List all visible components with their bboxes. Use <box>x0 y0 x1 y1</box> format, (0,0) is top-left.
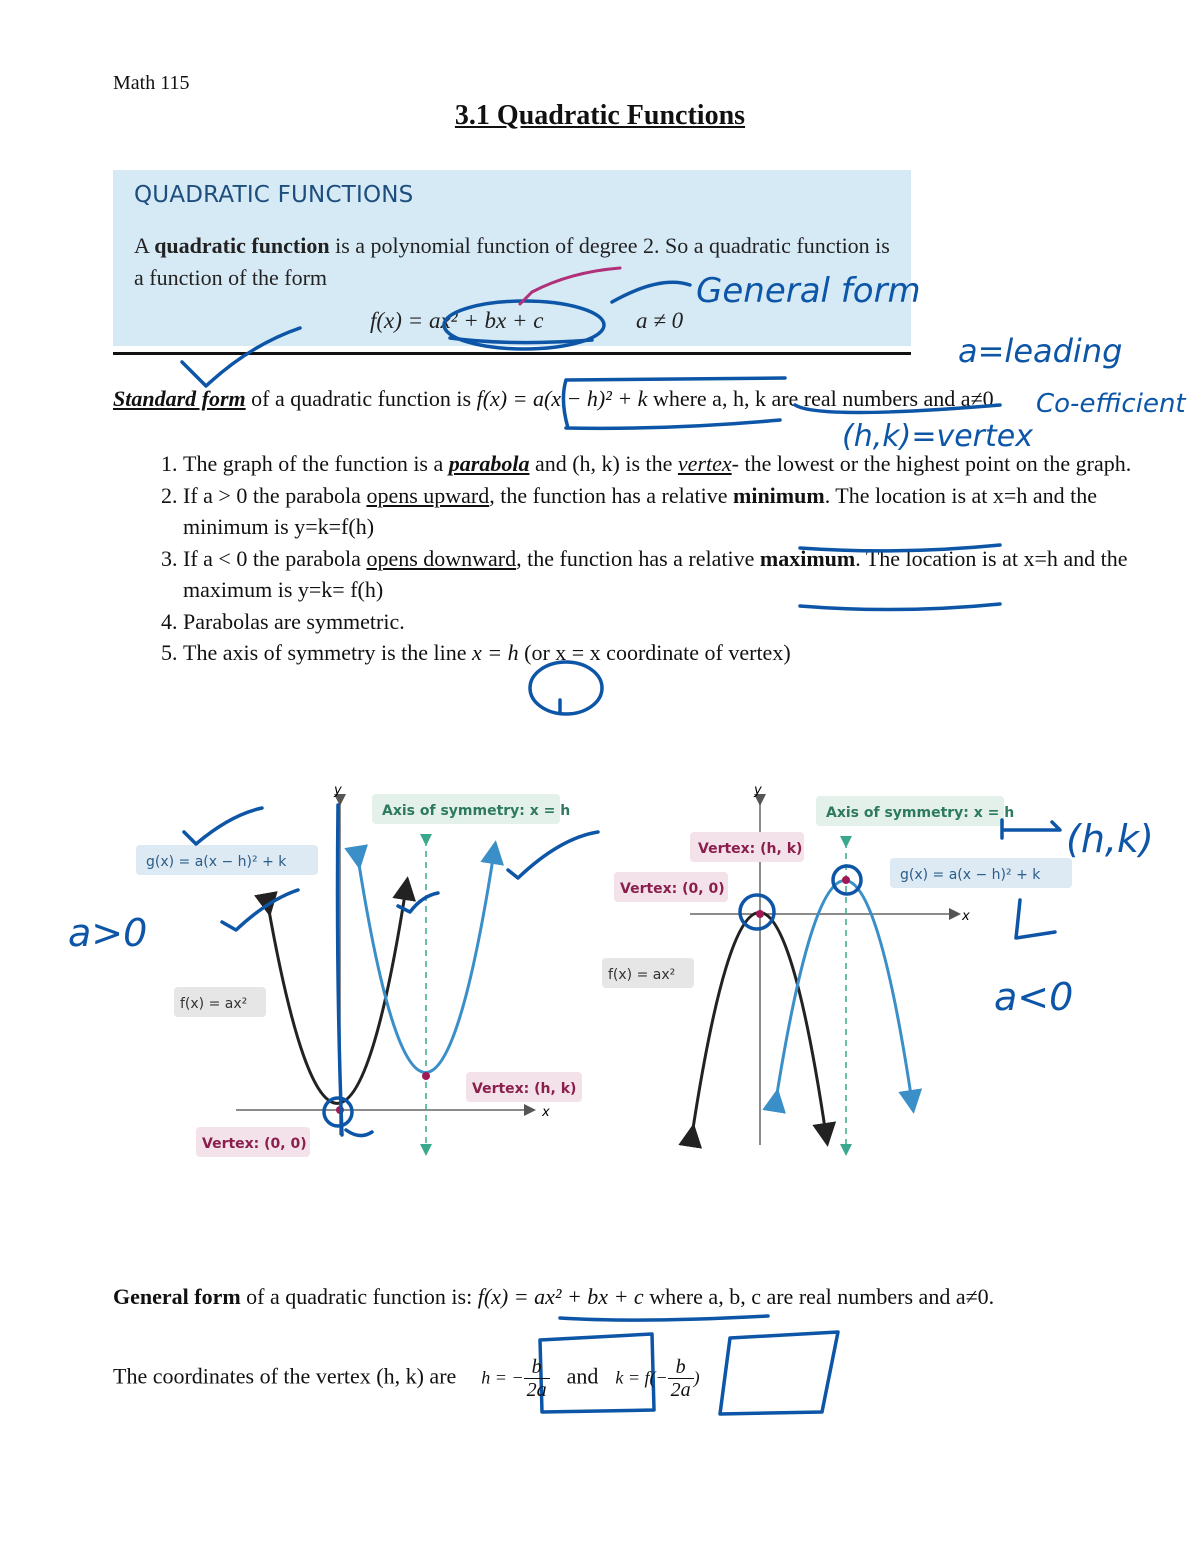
ink-box <box>563 378 785 428</box>
f-function-label: f(x) = ax² <box>180 996 248 1012</box>
definition-condition: a ≠ 0 <box>636 308 684 333</box>
list-item: 3. If a < 0 the parabola opens downward, the function has a relative maximum. The location is at x=h and the maximum is y=k= f(h) <box>183 543 1143 606</box>
vertex-dot <box>422 1072 430 1080</box>
k-fraction: $\frac{b}{2a}$ <box>668 1356 694 1401</box>
list-item: 4. Parabolas are symmetric. <box>183 606 1143 638</box>
vertex-origin-label: Vertex: (0, 0) <box>202 1136 307 1152</box>
x-axis-label: x <box>962 909 970 924</box>
vertex-hk-label: Vertex: (h, k) <box>698 841 803 857</box>
ink-box <box>720 1332 838 1414</box>
general-form-term: General form <box>113 1284 241 1309</box>
list-item: 2. If a > 0 the parabola opens upward, the function has a relative minimum. The location is at x=h and the minimum is y=k=f(h) <box>183 480 1143 543</box>
standard-form-formula: f(x) = a(x − h)² + k <box>476 386 648 411</box>
definition-term: quadratic function <box>154 233 330 258</box>
definition-formula: f(x) = ax² + bx + c <box>370 308 544 333</box>
vertex-coordinates: The coordinates of the vertex (h, k) are h = − $\frac{b}{2a}$ and k = f(− $\frac{b}{2a}$ ) <box>113 1356 700 1401</box>
vertex-hk-label: Vertex: (h, k) <box>472 1081 577 1097</box>
standard-form-term: Standard form <box>113 386 246 411</box>
handwritten-hk-vertex: (h,k)=vertex <box>842 419 1033 454</box>
vertex-dot <box>756 910 764 918</box>
ink-underline <box>800 545 1000 551</box>
vertex-dot <box>842 876 850 884</box>
ink-underline <box>450 338 592 343</box>
parabola-f <box>692 913 826 1136</box>
ink-checkmark <box>184 808 262 844</box>
h-fraction: $\frac{b}{2a}$ <box>524 1356 550 1401</box>
general-form-paragraph: General form of a quadratic function is: f(x) = ax² + bx + c where a, b, c are real numbers and a≠0. <box>113 1284 995 1309</box>
handwritten-general-form: General form <box>696 271 921 311</box>
ink-underline <box>800 604 1000 610</box>
y-axis-label: y <box>334 783 342 798</box>
ink-stroke <box>612 282 690 302</box>
ink-underline <box>560 1316 768 1320</box>
f-function-label: f(x) = ax² <box>608 967 676 983</box>
h-formula: h = − <box>481 1367 524 1388</box>
x-axis-label: x <box>542 1105 550 1120</box>
handwritten-a-gt-0: a>0 <box>68 911 148 955</box>
general-form-formula: f(x) = ax² + bx + c <box>477 1284 644 1309</box>
handwritten-coefficient: Co-efficient <box>1036 389 1186 419</box>
handwritten-hk: (h,k) <box>1066 817 1154 861</box>
vertex-origin-label: Vertex: (0, 0) <box>620 881 725 897</box>
axis-of-symmetry-label: Axis of symmetry: x = h <box>382 803 571 819</box>
standard-form-paragraph: Standard form of a quadratic function is f(x) = a(x − h)² + k where a, h, k are real numbers and a≠0. <box>113 386 1000 411</box>
ink-checkmark <box>222 890 298 930</box>
list-item: 1. The graph of the function is a parabola and (h, k) is the vertex- the lowest or the highest point on the graph. <box>183 448 1143 480</box>
y-axis-label: y <box>754 783 762 798</box>
g-function-label: g(x) = a(x − h)² + k <box>900 867 1041 883</box>
ink-checkmark <box>182 328 300 386</box>
handwritten-a-leading: a=leading <box>958 332 1123 370</box>
ink-circle <box>530 662 602 714</box>
course-name: Math 115 <box>113 72 190 94</box>
g-function-label: g(x) = a(x − h)² + k <box>146 854 287 870</box>
ink-stroke <box>346 1130 372 1136</box>
page-title: 3.1 Quadratic Functions <box>454 100 746 131</box>
ink-checkmark <box>520 268 620 304</box>
k-formula: k = f(− <box>615 1367 668 1388</box>
ink-stroke <box>795 405 1000 413</box>
definition-heading: QUADRATIC FUNCTIONS <box>134 182 414 208</box>
axis-of-symmetry-label: Axis of symmetry: x = h <box>826 805 1015 821</box>
ink-arrow <box>1002 820 1060 838</box>
ink-checkmark <box>508 832 598 878</box>
list-item: 5. The axis of symmetry is the line x = h (or x = x coordinate of vertex) <box>183 637 1143 669</box>
definition-text: A quadratic function is a polynomial function of degree 2. So a quadratic function is a function of the form <box>134 233 890 290</box>
ink-arrow <box>1016 900 1055 938</box>
handwritten-a-lt-0: a<0 <box>994 975 1074 1019</box>
